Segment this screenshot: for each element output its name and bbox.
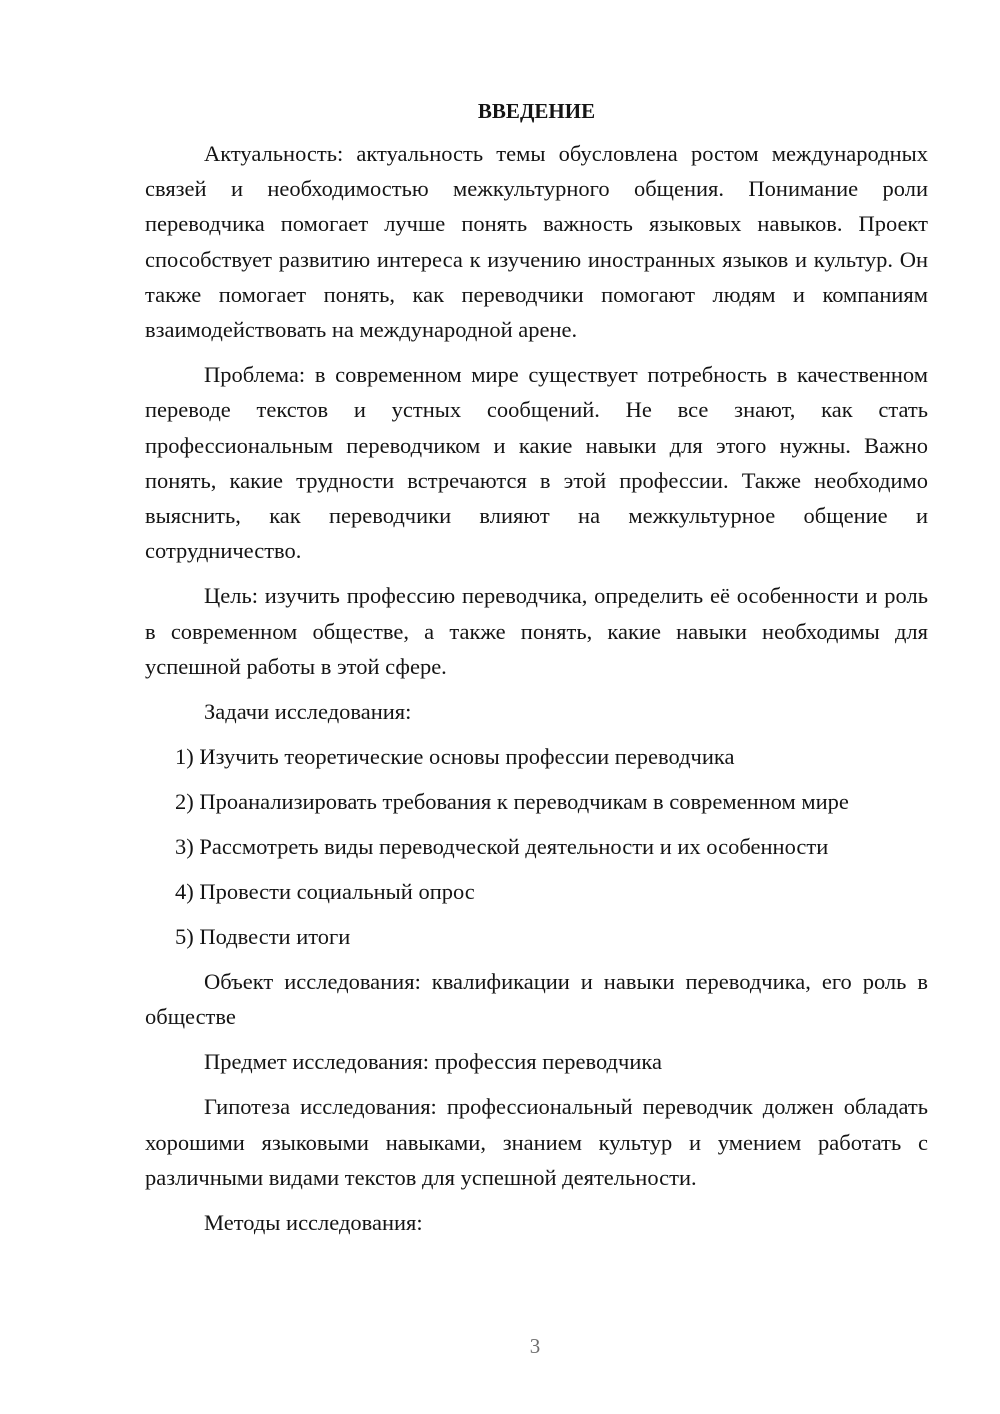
hypothesis-paragraph: Гипотеза исследования: профессиональный переводчик должен обладать хорошими языковыми навыками, знанием культур и умением работать с различными видами текстов для успешной деятельности. (145, 1094, 928, 1190)
page-content (145, 94, 928, 1240)
object-paragraph: Объект исследования: квалификации и навыки переводчика, его роль в обществе (145, 969, 928, 1030)
task-item-5: 5) Подвести итоги (175, 924, 351, 950)
problem-paragraph: Проблема: в современном мире существует потребность в качественном переводе текстов и устных сообщений. Не все знают, как стать профессиональным переводчиком и какие навыки для этого нужны. Важно понять, какие трудности встречаются в этой профессии. Также необходимо выяснить, как переводчики влияют на межкультурное общение и сотрудничество. (145, 362, 928, 564)
tasks-heading: Задачи исследования: (204, 699, 412, 725)
task-item-4: 4) Провести социальный опрос (175, 879, 475, 905)
page-number: 3 (529, 1334, 541, 1358)
methods-heading: Методы исследования: (204, 1210, 423, 1236)
subject-paragraph: Предмет исследования: профессия переводчика (204, 1049, 662, 1075)
section-title: ВВЕДЕНИЕ (477, 99, 596, 123)
relevance-paragraph: Актуальность: актуальность темы обусловлена ростом международных связей и необходимостью межкультурного общения. Понимание роли переводчика помогает лучше понять важность языковых навыков. Проект способствует развитию интереса к изучению иностранных языков и культур. Он также помогает понять, как переводчики помогают людям и компаниям взаимодействовать на международной арене. (145, 141, 928, 343)
goal-paragraph: Цель: изучить профессию переводчика, определить её особенности и роль в современном обществе, а также понять, какие навыки необходимы для успешной работы в этой сфере. (145, 583, 928, 679)
task-item-2: 2) Проанализировать требования к переводчикам в современном мире (175, 789, 849, 815)
task-item-3: 3) Рассмотреть виды переводческой деятельности и их особенности (175, 834, 829, 860)
task-item-1: 1) Изучить теоретические основы профессии переводчика (175, 744, 735, 770)
